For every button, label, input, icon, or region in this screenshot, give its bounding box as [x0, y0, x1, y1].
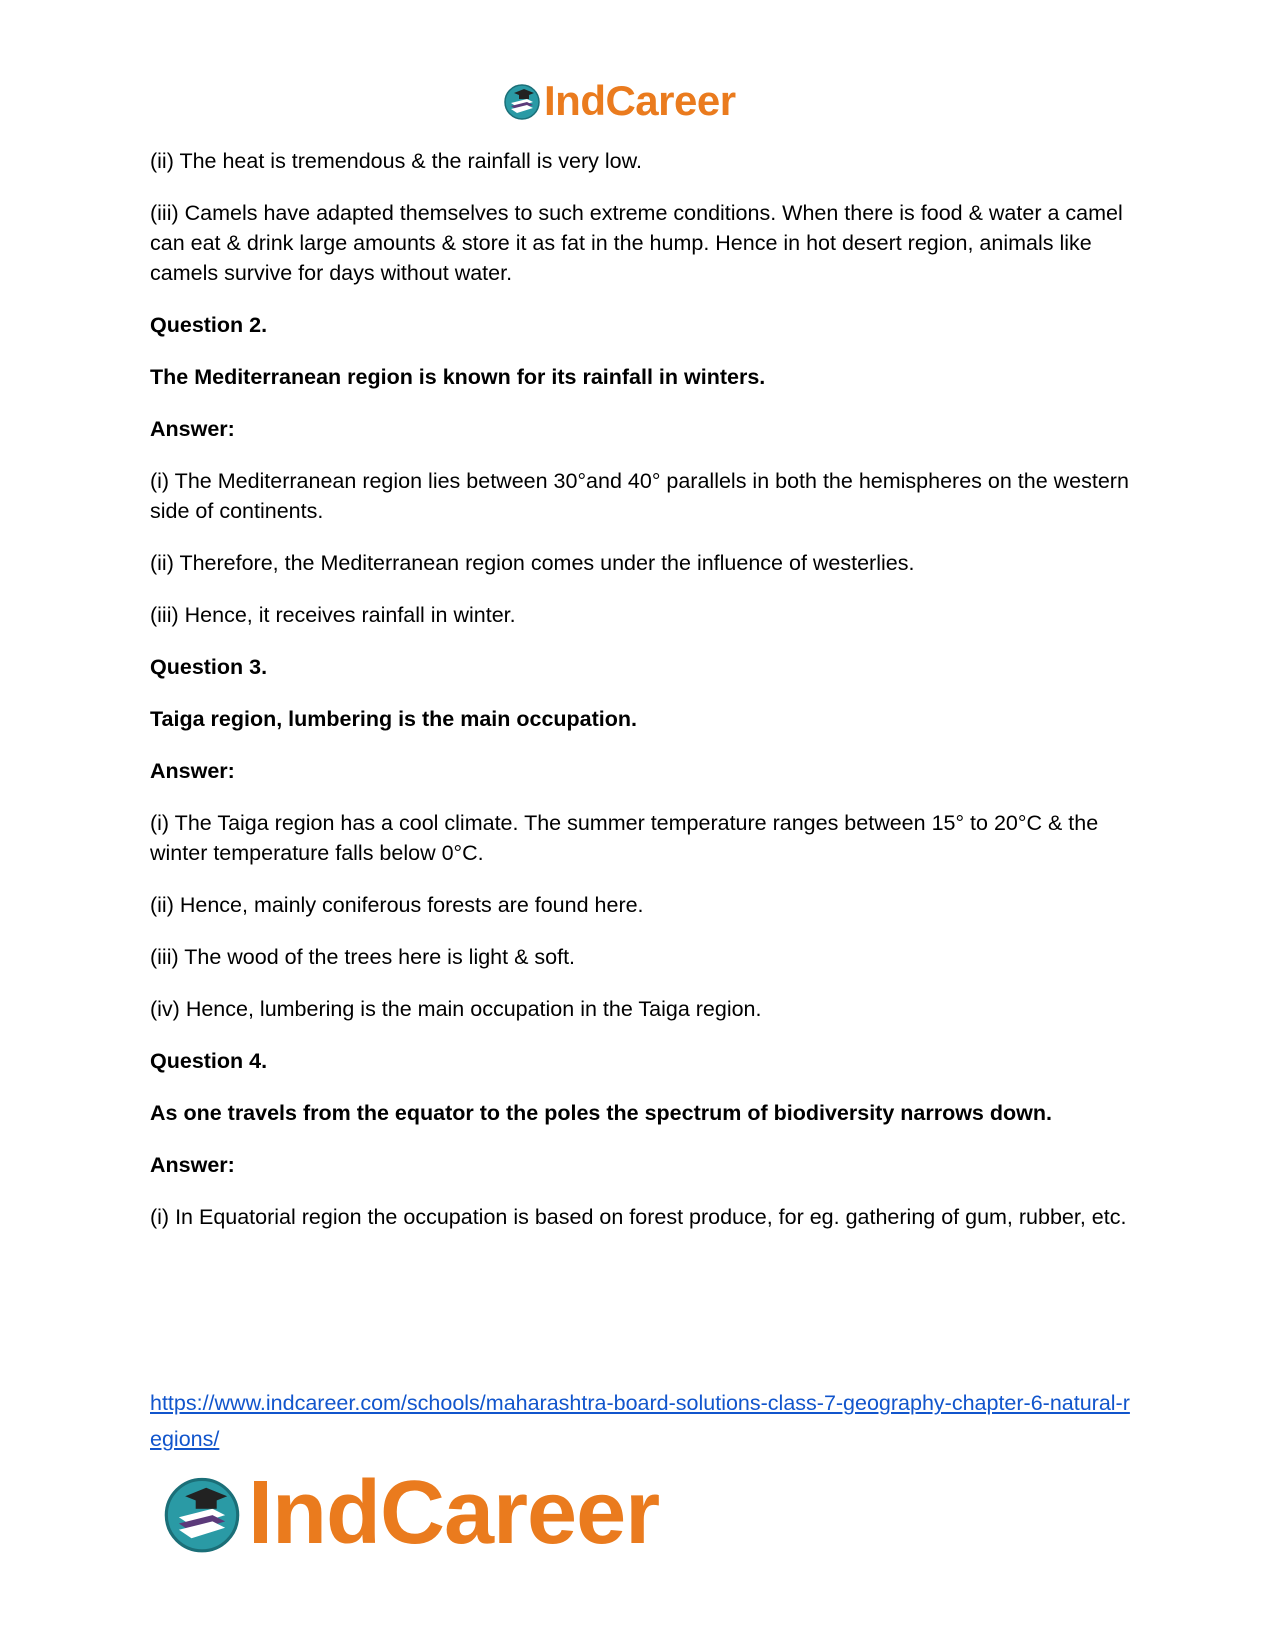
question-statement: The Mediterranean region is known for its rainfall in winters. — [150, 365, 766, 389]
question-statement: Taiga region, lumbering is the main occupation. — [150, 707, 637, 731]
answer-paragraph: (i) In Equatorial region the occupation is based on forest produce, for eg. gathering of gum, rubber, etc. — [150, 1205, 1127, 1229]
answer-paragraph: (i) The Taiga region has a cool climate. The summer temperature ranges between 15° to 20°C & the winter temperature falls below 0°C. — [150, 811, 1099, 865]
answer-paragraph: (iii) Hence, it receives rainfall in winter. — [150, 603, 516, 627]
section-heading: Question 2. — [150, 313, 268, 337]
footer-logo-text: IndCareer — [248, 1463, 660, 1563]
header-logo — [502, 77, 736, 124]
answer-paragraph: (ii) Hence, mainly coniferous forests are found here. — [150, 893, 644, 917]
document-body — [150, 146, 1130, 1254]
answer-paragraph: (ii) The heat is tremendous & the rainfall is very low. — [150, 149, 642, 173]
section-heading: Answer: — [150, 417, 235, 441]
question-statement: As one travels from the equator to the poles the spectrum of biodiversity narrows down. — [150, 1101, 1052, 1125]
indcareer-globe-book-icon — [502, 81, 542, 121]
indcareer-globe-book-icon — [160, 1471, 244, 1555]
footer-logo — [160, 1463, 660, 1563]
logo-text: IndCareer — [544, 77, 736, 124]
source-link-block — [150, 1385, 1130, 1457]
answer-paragraph: (iii) Camels have adapted themselves to such extreme conditions. When there is food & water a camel can eat & drink large amounts & store it as fat in the hump. Hence in hot desert region, animals like camels survive for days without water. — [150, 201, 1123, 285]
section-heading: Answer: — [150, 1153, 235, 1177]
section-heading: Question 3. — [150, 655, 268, 679]
answer-paragraph: (ii) Therefore, the Mediterranean region comes under the influence of westerlies. — [150, 551, 915, 575]
section-heading: Question 4. — [150, 1049, 268, 1073]
section-heading: Answer: — [150, 759, 235, 783]
answer-paragraph: (iv) Hence, lumbering is the main occupation in the Taiga region. — [150, 997, 762, 1021]
source-link[interactable]: https://www.indcareer.com/schools/maharashtra-board-solutions-class-7-geography-chapter-6-natural-regions/ — [150, 1391, 1130, 1451]
answer-paragraph: (i) The Mediterranean region lies between 30°and 40° parallels in both the hemispheres on the western side of continents. — [150, 469, 1129, 523]
answer-paragraph: (iii) The wood of the trees here is light & soft. — [150, 945, 576, 969]
